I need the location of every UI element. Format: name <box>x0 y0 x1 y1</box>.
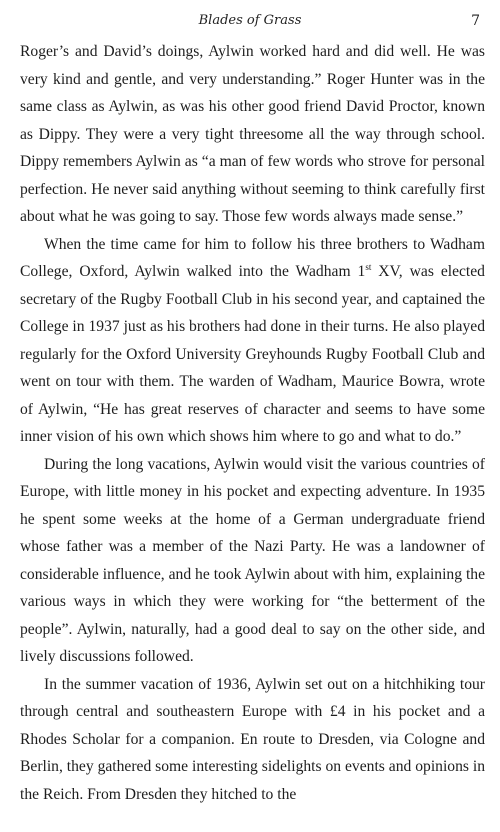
paragraph-2 <box>20 231 485 451</box>
paragraph-1: Roger’s and David’s doings, Aylwin worked hard and did well. He was very kind and gentle, and very understanding.” Roger Hunter was in the same class as Aylwin, as was his other good friend David Proctor, known as Dippy. They were a very tight threesome all the way through school. Dippy remembers Aylwin as “a man of few words who strove for personal perfection. He never said anything without seeming to think carefully first about what he was going to say. Those few words always made sense.” <box>20 43 485 225</box>
running-title: Blades of Grass <box>198 13 302 28</box>
paragraph-2-text-a: When the time came for him to follow his three brothers to Wadham College, Oxford, Aylwin walked into the Wadham 1 <box>20 235 485 280</box>
running-head <box>20 10 480 32</box>
ordinal-superscript: st <box>365 262 372 272</box>
page-number: 7 <box>471 13 480 29</box>
paragraph-2-text-b: XV, was elected secretary of the Rugby Football Club in his second year, and captained the College in 1937 just as his brothers had done in their turns. He also played regularly for the Oxford University Greyhounds Rugby Football Club and went on tour with them. The warden of Wadham, Maurice Bowra, wrote of Aylwin, “He has great reserves of character and seems to have some inner vision of his own which shows him where to go and what to do.” <box>20 263 485 445</box>
body-text <box>20 38 485 808</box>
paragraph-3: During the long vacations, Aylwin would visit the various countries of Europe, with little money in his pocket and expecting adventure. In 1935 he spent some weeks at the home of a German undergraduate friend whose father was a member of the Nazi Party. He was a landowner of considerable influence, and he took Aylwin about with him, explaining the various ways in which they were working for “the betterment of the people”. Aylwin, naturally, had a good deal to say on the other side, and lively discussions followed. <box>20 455 485 665</box>
paragraph-4: In the summer vacation of 1936, Aylwin set out on a hitchhiking tour through central and southeastern Europe with £4 in his pocket and a Rhodes Scholar for a companion. En route to Dresden, via Cologne and Berlin, they gathered some interesting sidelights on events and opinions in the Reich. From Dresden they hitched to the <box>20 675 485 803</box>
